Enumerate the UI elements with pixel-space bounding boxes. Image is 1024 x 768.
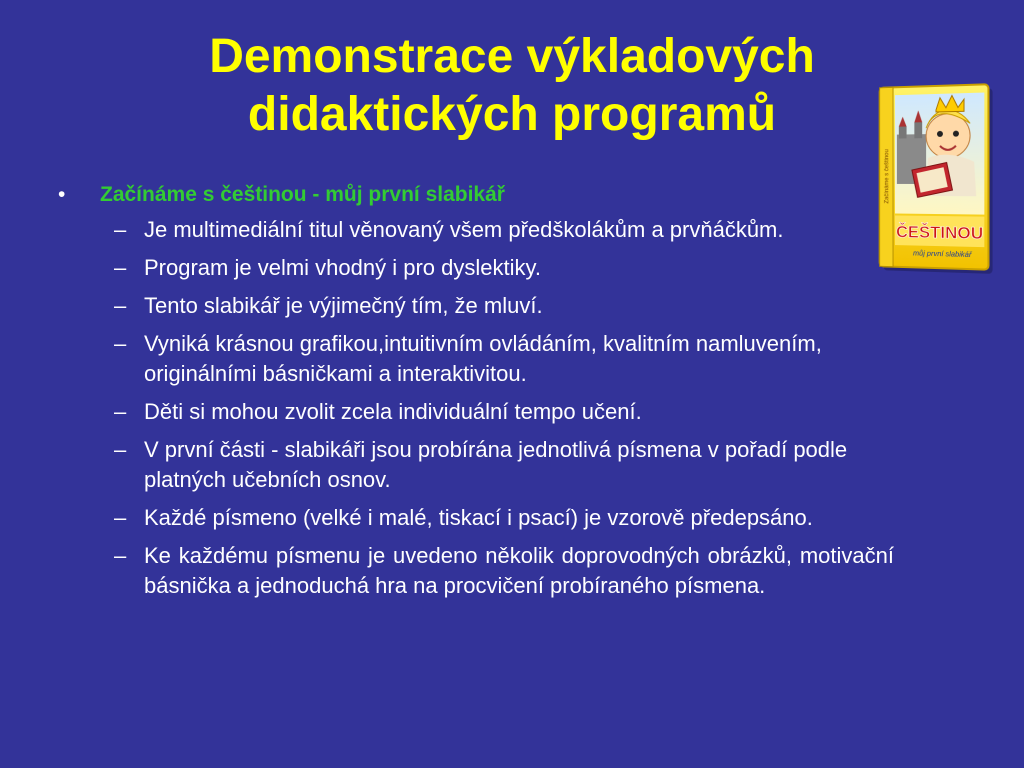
- sub-bullet-text: V první části - slabikáři jsou probírána jednotlivá písmena v pořadí podle platných učebních osnov.: [144, 437, 848, 492]
- slide-content: [58, 180, 898, 609]
- sub-bullet-item: [58, 329, 898, 389]
- dash-icon: –: [114, 543, 127, 568]
- sub-bullet-item: [58, 397, 898, 427]
- product-box-subtitle: můj první slabikář: [913, 248, 972, 260]
- dash-icon: –: [114, 399, 127, 424]
- sub-bullet-text: Ke každému písmenu je uvedeno několik doprovodných obrázků, motivační básnička a jednoduchá hra na procvičení probíraného písmena.: [144, 543, 894, 598]
- sub-bullet-item: [58, 435, 898, 495]
- sub-bullet-text: Tento slabikář je výjimečný tím, že mluví.: [144, 293, 543, 318]
- title-line-2: didaktických programů: [247, 88, 777, 141]
- sub-bullet-list: [58, 215, 898, 601]
- dash-icon: –: [114, 331, 127, 356]
- dash-icon: –: [114, 505, 127, 530]
- dash-icon: –: [114, 217, 127, 242]
- main-bullet-text: Začínáme s češtinou - můj první slabikář: [100, 183, 505, 206]
- dash-icon: –: [114, 293, 127, 318]
- title-line-1: Demonstrace výkladových: [209, 30, 815, 83]
- dash-icon: –: [114, 255, 127, 280]
- sub-bullet-item: [58, 503, 898, 533]
- sub-bullet-text: Program je velmi vhodný i pro dyslektiky.: [144, 255, 541, 280]
- sub-bullet-text: Vyniká krásnou grafikou,intuitivním ovládáním, kvalitním namluvením, originálními básničkami a interaktivitou.: [144, 331, 822, 386]
- svg-text:Začínáme s češtinou: Začínáme s češtinou: [884, 149, 891, 204]
- dash-icon: –: [114, 437, 127, 462]
- sub-bullet-item: [58, 541, 898, 601]
- sub-bullet-item: [58, 215, 898, 245]
- sub-bullet-item: [58, 253, 898, 283]
- product-box-title: ČEŠTINOU: [896, 222, 984, 244]
- sub-bullet-item: [58, 291, 898, 321]
- sub-bullet-text: Děti si mohou zvolit zcela individuální tempo učení.: [144, 399, 642, 424]
- sub-bullet-text: Každé písmeno (velké i malé, tiskací i psací) je vzorově předepsáno.: [144, 505, 813, 530]
- main-bullet: [58, 180, 898, 210]
- bullet-dot-icon: •: [58, 183, 66, 206]
- sub-bullet-text: Je multimediální titul věnovaný všem předškolákům a prvňáčkům.: [144, 217, 784, 242]
- slide-title: [100, 28, 924, 144]
